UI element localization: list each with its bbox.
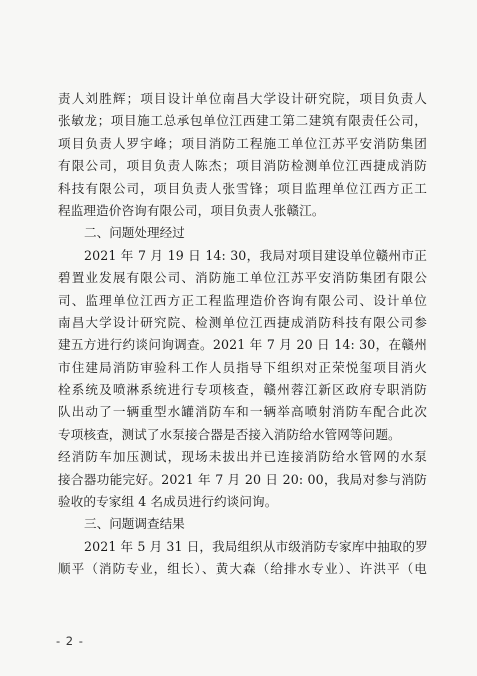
text-line: 南昌大学设计研究院、检测单位江西捷成消防科技有限公司参 [58, 314, 427, 330]
text-line: 接合器功能完好。2021 年 7 月 20 日 20: 00，我局对参与消防 [58, 471, 427, 487]
page-number: - 2 - [56, 634, 84, 648]
text-line: 科技有限公司，项目负责人张雪锋；项目监理单位江西方正工 [58, 180, 427, 196]
text-line: 有限公司，项目负责人陈杰；项目消防检测单位江西捷成消防 [58, 158, 427, 174]
text-line: 2021 年 7 月 19 日 14: 30，我局对项目建设单位赣州市正 [84, 247, 427, 263]
text-line: 项目负责人罗宇峰；项目消防工程施工单位江苏平安消防集团 [58, 135, 427, 151]
text-line: 验收的专家组 4 名成员进行约谈问询。 [58, 494, 278, 510]
section-heading-3: 三、问题调查结果 [84, 516, 185, 532]
paragraph-investigation-result [58, 536, 427, 581]
paragraph-handling-process [58, 245, 427, 514]
text-line: 建五方进行约谈问询调查。2021 年 7 月 20 日 14: 30，在赣州 [58, 337, 427, 353]
paragraph-project-parties [58, 88, 427, 222]
text-line: 经消防车加压测试，现场未拔出并已连接消防给水管网的水泵 [58, 449, 427, 465]
text-line: 责人刘胜辉；项目设计单位南昌大学设计研究院，项目负责人 [58, 91, 427, 106]
text-line: 顺平（消防专业，组长）、黄大森（给排水专业）、许洪平（电 [58, 561, 427, 577]
text-line: 程监理造价咨询有限公司，项目负责人张赣江。 [58, 202, 325, 218]
text-line: 市住建局消防审验科工作人员指导下组织对正荣悦玺项目消火 [58, 359, 427, 375]
text-line: 司、监理单位江西方正工程监理造价咨询有限公司、设计单位 [58, 292, 427, 308]
text-line: 栓系统及喷淋系统进行专项核查，赣州蓉江新区政府专职消防 [58, 382, 427, 398]
text-line: 专项核查，测试了水泵接合器是否接入消防给水管网等问题。 [58, 426, 401, 442]
text-line: 张敏龙；项目施工总承包单位江西建工第二建筑有限责任公司， [58, 113, 427, 129]
text-line: 碧置业发展有限公司、消防施工单位江苏平安消防集团有限公 [58, 270, 427, 286]
text-line: 队出动了一辆重型水罐消防车和一辆举高喷射消防车配合此次 [58, 404, 427, 420]
section-heading-2: 二、问题处理经过 [84, 225, 185, 241]
text-line: 2021 年 5 月 31 日，我局组织从市级消防专家库中抽取的罗 [84, 538, 428, 554]
